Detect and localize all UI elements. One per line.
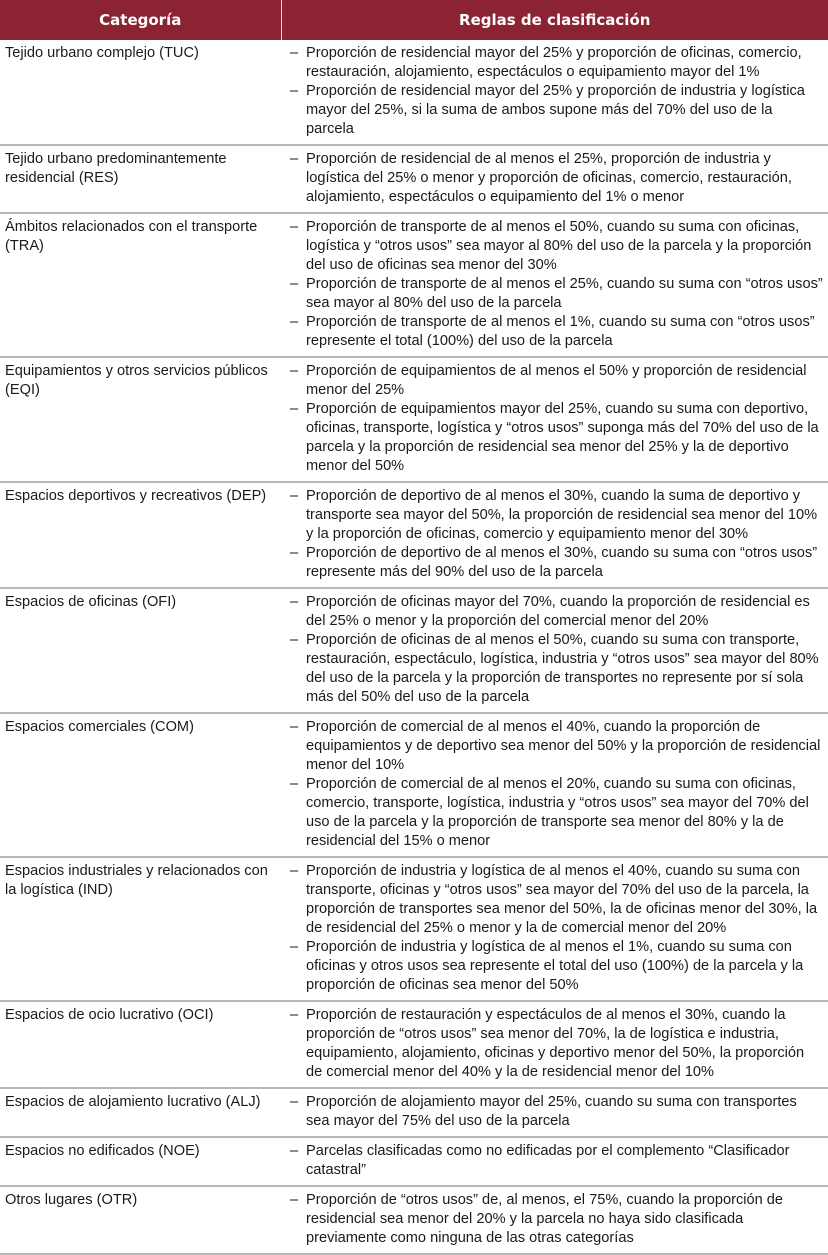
table-body: [0, 40, 828, 1254]
rules-cell: [281, 213, 828, 357]
table-row: [0, 145, 828, 213]
rule-item: [287, 938, 824, 995]
rule-text: Proporción de oficinas de al menos el 50%, cuando su suma con transporte, restauración, espectáculo, logística, industria y “otros usos” sea mayor del 80% del uso de la parcela y la proporción de transportes no represente por sí sola más del 50% del uso de la parcela: [306, 632, 819, 705]
rule-text: Proporción de oficinas mayor del 70%, cuando la proporción de residencial es del 25% o menor y la proporción del comercial menor del 20%: [306, 594, 810, 629]
rule-list: [287, 362, 824, 476]
rule-list: [287, 150, 824, 207]
table-row: [0, 1088, 828, 1137]
rule-list: [287, 218, 824, 351]
rules-cell: [281, 857, 828, 1001]
rules-cell: [281, 713, 828, 857]
rules-cell: [281, 1186, 828, 1254]
rules-cell: [281, 1088, 828, 1137]
rule-item: [287, 1093, 824, 1131]
rules-cell: [281, 1001, 828, 1088]
dash-bullet-icon: –: [290, 1094, 299, 1110]
table-row: [0, 588, 828, 713]
dash-bullet-icon: –: [290, 83, 299, 99]
table-header: [0, 0, 828, 40]
header-category: Categoría: [0, 0, 281, 40]
rule-item: [287, 275, 824, 313]
dash-bullet-icon: –: [290, 276, 299, 292]
category-cell: Espacios de alojamiento lucrativo (ALJ): [0, 1088, 281, 1137]
dash-bullet-icon: –: [290, 594, 299, 610]
rules-cell: [281, 145, 828, 213]
header-row: [0, 0, 828, 40]
category-cell: Espacios deportivos y recreativos (DEP): [0, 482, 281, 588]
dash-bullet-icon: –: [290, 719, 299, 735]
rule-list: [287, 487, 824, 582]
category-cell: Espacios no edificados (NOE): [0, 1137, 281, 1186]
rule-list: [287, 1142, 824, 1180]
category-cell: Espacios de ocio lucrativo (OCI): [0, 1001, 281, 1088]
dash-bullet-icon: –: [290, 401, 299, 417]
rule-text: Proporción de restauración y espectáculos de al menos el 30%, cuando la proporción de “otros usos” sea menor del 70%, la de logística e industria, equipamiento, alojamiento, oficinas y deportivo menor del 50%, la proporción de comercial menor del 40% y la de residencial menor del 10%: [306, 1007, 805, 1080]
dash-bullet-icon: –: [290, 363, 299, 379]
table-row: [0, 482, 828, 588]
rule-item: [287, 313, 824, 351]
rule-item: [287, 362, 824, 400]
category-cell: Tejido urbano complejo (TUC): [0, 40, 281, 145]
table-row: [0, 1186, 828, 1254]
rule-text: Proporción de comercial de al menos el 20%, cuando su suma con oficinas, comercio, transporte, logística, industria y “otros usos” sea mayor del 70% del uso de la parcela y la proporción de transporte sea menor del 80% y la de residencial del 15% o menor: [306, 776, 809, 849]
rule-item: [287, 1142, 824, 1180]
rule-list: [287, 1191, 824, 1248]
rule-text: Parcelas clasificadas como no edificadas por el complemento “Clasificador catastral”: [306, 1143, 790, 1178]
rule-item: [287, 44, 824, 82]
rule-text: Proporción de alojamiento mayor del 25%, cuando su suma con transportes sea mayor del 75% del uso de la parcela: [306, 1094, 797, 1129]
category-cell: Tejido urbano predominantemente residencial (RES): [0, 145, 281, 213]
rule-text: Proporción de industria y logística de al menos el 1%, cuando su suma con oficinas y otros usos sea represente el total del uso (100%) de la parcela y la proporción de oficinas sea menor del 50%: [306, 939, 804, 993]
table-row: [0, 1001, 828, 1088]
category-cell: Ámbitos relacionados con el transporte (TRA): [0, 213, 281, 357]
rule-text: Proporción de transporte de al menos el 50%, cuando su suma con oficinas, logística y “otros usos” sea mayor al 80% del uso de la parcela y la proporción del uso de oficinas sea menor del 30%: [306, 219, 812, 273]
rules-cell: [281, 1137, 828, 1186]
dash-bullet-icon: –: [290, 314, 299, 330]
rule-item: [287, 1006, 824, 1082]
rule-text: Proporción de transporte de al menos el 25%, cuando su suma con “otros usos” sea mayor al 80% del uso de la parcela: [306, 276, 823, 311]
rule-item: [287, 82, 824, 139]
rule-text: Proporción de deportivo de al menos el 30%, cuando su suma con “otros usos” represente más del 90% del uso de la parcela: [306, 545, 818, 580]
rule-item: [287, 631, 824, 707]
rule-list: [287, 44, 824, 139]
dash-bullet-icon: –: [290, 488, 299, 504]
rule-list: [287, 1093, 824, 1131]
dash-bullet-icon: –: [290, 632, 299, 648]
rule-item: [287, 1191, 824, 1248]
table-row: [0, 40, 828, 145]
rule-item: [287, 150, 824, 207]
table-row: [0, 857, 828, 1001]
rule-text: Proporción de industria y logística de al menos el 40%, cuando su suma con transporte, oficinas y “otros usos” sea mayor del 70% del uso de la parcela, la proporción de transportes sea menor del 50%, la de oficinas menor del 30%, la de residencial del 25% o menor y la de comercial menor del 20%: [306, 863, 818, 936]
rules-cell: [281, 482, 828, 588]
dash-bullet-icon: –: [290, 776, 299, 792]
dash-bullet-icon: –: [290, 863, 299, 879]
table-row: [0, 213, 828, 357]
table-row: [0, 1137, 828, 1186]
rule-text: Proporción de “otros usos” de, al menos, el 75%, cuando la proporción de residencial sea menor del 20% y la parcela no haya sido clasificada previamente como ninguna de las otras categorías: [306, 1192, 784, 1246]
rule-item: [287, 218, 824, 275]
header-rules: Reglas de clasificación: [281, 0, 828, 40]
table-row: [0, 357, 828, 482]
rule-item: [287, 775, 824, 851]
rules-cell: [281, 588, 828, 713]
rule-text: Proporción de comercial de al menos el 40%, cuando la proporción de equipamientos y de deportivo sea menor del 50% y la proporción de residencial menor del 10%: [306, 719, 821, 773]
rule-item: [287, 718, 824, 775]
rule-item: [287, 862, 824, 938]
rule-list: [287, 862, 824, 995]
category-cell: Espacios comerciales (COM): [0, 713, 281, 857]
dash-bullet-icon: –: [290, 545, 299, 561]
dash-bullet-icon: –: [290, 1143, 299, 1159]
dash-bullet-icon: –: [290, 45, 299, 61]
rules-cell: [281, 357, 828, 482]
rule-text: Proporción de residencial mayor del 25% y proporción de industria y logística mayor del 25%, si la suma de ambos supone más del 70% del uso de la parcela: [306, 83, 805, 137]
category-cell: Equipamientos y otros servicios públicos (EQI): [0, 357, 281, 482]
category-cell: Espacios de oficinas (OFI): [0, 588, 281, 713]
rule-text: Proporción de residencial mayor del 25% y proporción de oficinas, comercio, restauración, alojamiento, espectáculos o equipamiento mayor del 1%: [306, 45, 802, 80]
dash-bullet-icon: –: [290, 1192, 299, 1208]
rule-item: [287, 593, 824, 631]
dash-bullet-icon: –: [290, 939, 299, 955]
rule-text: Proporción de deportivo de al menos el 30%, cuando la suma de deportivo y transporte sea mayor del 50%, la proporción de residencial sea menor del 10% y la proporción de oficinas, comercio y equipamiento menor del 30%: [306, 488, 818, 542]
rules-cell: [281, 40, 828, 145]
rule-list: [287, 718, 824, 851]
rule-text: Proporción de equipamientos mayor del 25%, cuando su suma con deportivo, oficinas, transporte, logística y “otros usos” suponga más del 70% del uso de la parcela y la proporción de residencial sea menor del 25% y la de deportivo menor del 50%: [306, 401, 819, 474]
category-cell: Espacios industriales y relacionados con la logística (IND): [0, 857, 281, 1001]
dash-bullet-icon: –: [290, 1007, 299, 1023]
rule-list: [287, 593, 824, 707]
rule-item: [287, 544, 824, 582]
rule-text: Proporción de residencial de al menos el 25%, proporción de industria y logística del 25% o menor y proporción de oficinas, comercio, restauración, alojamiento, espectáculos o equipamiento del 1% o menor: [306, 151, 792, 205]
rule-list: [287, 1006, 824, 1082]
category-cell: Otros lugares (OTR): [0, 1186, 281, 1254]
rule-text: Proporción de equipamientos de al menos el 50% y proporción de residencial menor del 25%: [306, 363, 807, 398]
rule-item: [287, 400, 824, 476]
dash-bullet-icon: –: [290, 151, 299, 167]
rule-text: Proporción de transporte de al menos el 1%, cuando su suma con “otros usos” represente el total (100%) del uso de la parcela: [306, 314, 815, 349]
table-row: [0, 713, 828, 857]
rule-item: [287, 487, 824, 544]
dash-bullet-icon: –: [290, 219, 299, 235]
